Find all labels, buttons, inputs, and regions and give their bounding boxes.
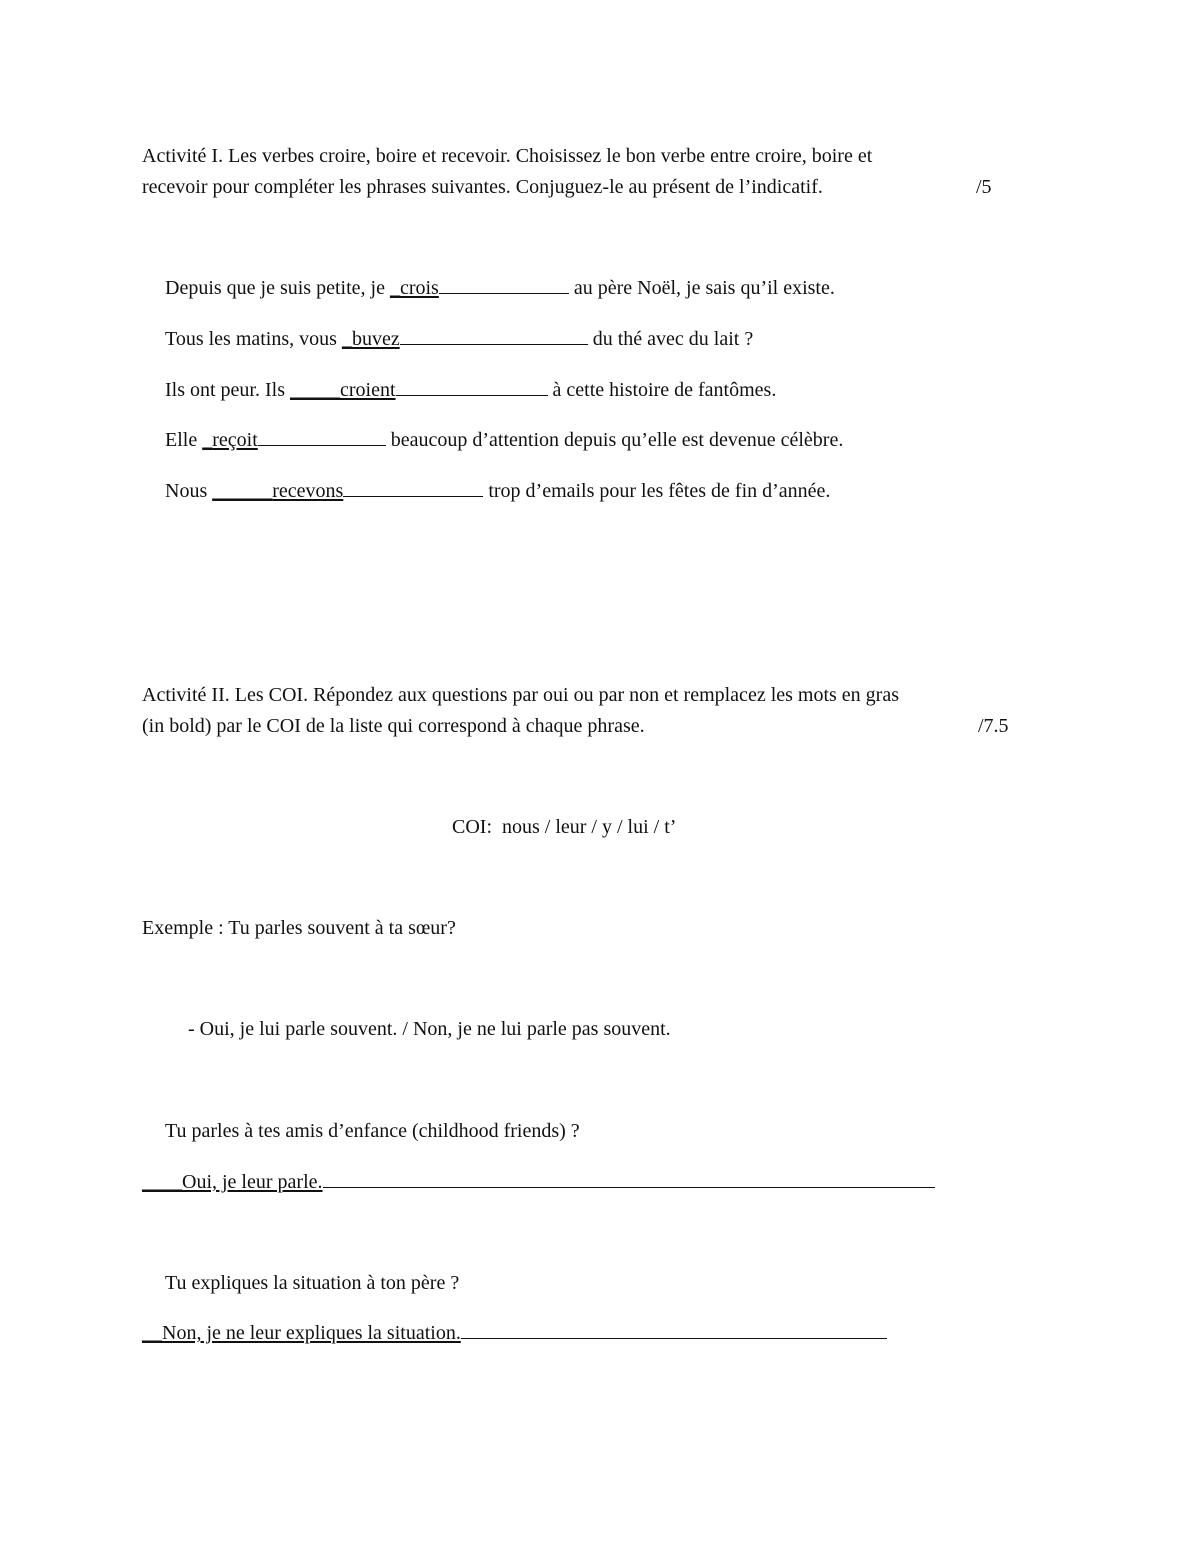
filled-answer[interactable]: Non, je ne leur expliques la situation. (162, 1322, 461, 1344)
sentence-text-before: Ils ont peur. Ils (165, 379, 290, 401)
blank-lead: __ (142, 1322, 162, 1344)
filled-answer[interactable]: Oui, je leur parle. (182, 1171, 323, 1193)
activity1-instructions-line2: recevoir pour compléter les phrases suivantes. Conjuguez-le au présent de l’indicatif. (142, 176, 823, 198)
blank-lead: _ (202, 429, 213, 451)
sentence-5 (165, 476, 830, 507)
sentence-text-after: beaucoup d’attention depuis qu’elle est devenue célèbre. (385, 429, 844, 451)
sentence-text-before: Tous les matins, vous (165, 328, 342, 350)
answer-line-2 (142, 1318, 887, 1349)
filled-answer[interactable]: buvez (351, 328, 400, 350)
example-answer: - Oui, je lui parle souvent. / Non, je ne lui parle pas souvent. (188, 1018, 671, 1040)
blank-line (439, 273, 569, 294)
activity1-instructions-line1: Activité I. Les verbes croire, boire et recevoir. Choisissez le bon verbe entre croire, boire et (142, 145, 873, 167)
blank-line (343, 476, 483, 497)
blank-line (400, 324, 588, 345)
sentence-text-before: Elle (165, 429, 203, 451)
sentence-text-after: du thé avec du lait ? (587, 328, 754, 350)
blank-line (323, 1167, 935, 1188)
sentence-1 (165, 273, 835, 304)
sentence-text-before: Depuis que je suis petite, je (165, 277, 390, 299)
sentence-2 (165, 324, 753, 355)
activity2-instructions-line2: (in bold) par le COI de la liste qui correspond à chaque phrase. (142, 715, 645, 737)
filled-answer[interactable]: croient (340, 379, 396, 401)
blank-line (461, 1318, 887, 1339)
activity2-instructions-line1: Activité II. Les COI. Répondez aux questions par oui ou par non et remplacez les mots en gras (142, 684, 900, 706)
sentence-text-before: Nous (165, 480, 213, 502)
coi-list: COI: nous / leur / y / lui / t’ (452, 816, 677, 838)
blank-line (258, 425, 386, 446)
activity1-score: /5 (976, 176, 992, 198)
blank-lead: ____ (142, 1171, 182, 1193)
sentence-text-after: au père Noël, je sais qu’il existe. (568, 277, 835, 299)
sentence-text-after: trop d’emails pour les fêtes de fin d’année. (483, 480, 831, 502)
filled-answer[interactable]: recevons (272, 480, 344, 502)
filled-answer[interactable]: crois (399, 277, 439, 299)
question-2: Tu expliques la situation à ton père ? (165, 1272, 460, 1294)
sentence-4 (165, 425, 843, 456)
blank-lead: ______ (212, 480, 273, 502)
activity2-score: /7.5 (978, 715, 1009, 737)
example-question: Exemple : Tu parles souvent à ta sœur? (142, 917, 456, 939)
blank-lead: _ (341, 328, 352, 350)
blank-lead: _ (389, 277, 400, 299)
answer-line-1 (142, 1167, 935, 1198)
blank-lead: _____ (290, 379, 340, 401)
filled-answer[interactable]: reçoit (212, 429, 258, 451)
question-1: Tu parles à tes amis d’enfance (childhood friends) ? (165, 1120, 580, 1142)
sentence-3 (165, 375, 776, 406)
blank-line (396, 375, 548, 396)
sentence-text-after: à cette histoire de fantômes. (547, 379, 777, 401)
